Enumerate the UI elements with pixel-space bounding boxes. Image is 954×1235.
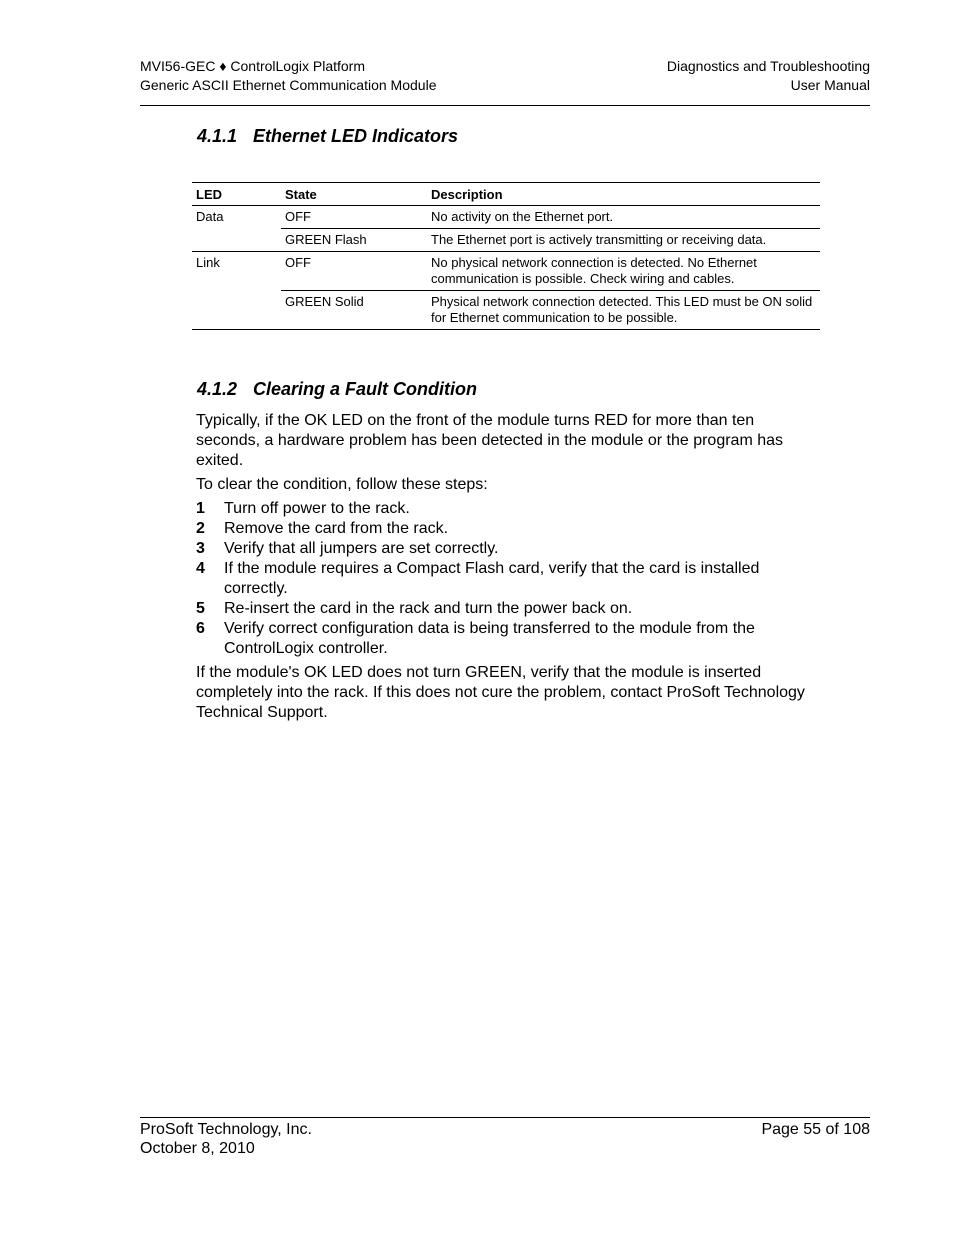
footer-company: ProSoft Technology, Inc. bbox=[140, 1121, 312, 1138]
page-header bbox=[140, 57, 870, 106]
section-heading-ethernet-led bbox=[197, 126, 458, 147]
table-row bbox=[192, 252, 820, 291]
step-number: 4 bbox=[196, 560, 205, 577]
list-item bbox=[196, 519, 816, 539]
list-item bbox=[196, 499, 816, 519]
step-text: Turn off power to the rack. bbox=[224, 500, 410, 517]
list-item bbox=[196, 619, 816, 659]
step-number: 3 bbox=[196, 540, 205, 557]
section-number: 4.1.2 bbox=[197, 379, 238, 399]
header-doc-type: User Manual bbox=[790, 77, 870, 93]
footer-left bbox=[140, 1120, 312, 1158]
header-right bbox=[667, 57, 870, 95]
section-title: Clearing a Fault Condition bbox=[253, 379, 477, 399]
page-number: Page 55 of 108 bbox=[761, 1121, 870, 1138]
header-chapter: Diagnostics and Troubleshooting bbox=[666, 58, 870, 74]
table-row bbox=[192, 229, 820, 252]
led-cell: Link bbox=[196, 255, 220, 270]
section-body bbox=[196, 411, 816, 727]
steps-list bbox=[196, 499, 816, 659]
column-header-description: Description bbox=[427, 183, 820, 206]
led-indicator-table bbox=[192, 182, 820, 330]
description-cell: No activity on the Ethernet port. bbox=[427, 206, 820, 229]
state-cell: GREEN Flash bbox=[281, 229, 427, 252]
step-number: 1 bbox=[196, 500, 205, 517]
page-footer bbox=[140, 1117, 870, 1157]
section-title: Ethernet LED Indicators bbox=[253, 126, 459, 146]
section-number: 4.1.1 bbox=[197, 126, 238, 146]
step-text: Verify correct configuration data is being transferred to the module from the ControlLogix controller. bbox=[224, 620, 755, 657]
description-cell: No physical network connection is detected. No Ethernet communication is possible. Check wiring and cables. bbox=[427, 252, 820, 291]
description-cell: The Ethernet port is actively transmitting or receiving data. bbox=[427, 229, 820, 252]
section-heading-clearing-fault bbox=[197, 379, 477, 400]
list-item bbox=[196, 539, 816, 559]
column-header-led: LED bbox=[192, 183, 281, 206]
column-header-state: State bbox=[281, 183, 427, 206]
description-cell: Physical network connection detected. This LED must be ON solid for Ethernet communication to be possible. bbox=[427, 291, 820, 330]
step-number: 5 bbox=[196, 600, 205, 617]
list-item bbox=[196, 599, 816, 619]
led-cell: Data bbox=[196, 209, 224, 224]
step-number: 6 bbox=[196, 620, 205, 637]
header-left bbox=[140, 57, 436, 95]
intro-paragraph: Typically, if the OK LED on the front of the module turns RED for more than ten seconds, a hardware problem has been detected in the module or the program has exited. bbox=[196, 412, 784, 469]
led-cell bbox=[192, 229, 281, 252]
steps-lead-paragraph: To clear the condition, follow these steps: bbox=[196, 476, 488, 493]
footer-date: October 8, 2010 bbox=[140, 1140, 255, 1157]
table-row bbox=[192, 291, 820, 330]
list-item bbox=[196, 559, 816, 599]
table-row bbox=[192, 206, 820, 229]
state-cell: GREEN Solid bbox=[281, 291, 427, 330]
step-number: 2 bbox=[196, 520, 205, 537]
step-text: Remove the card from the rack. bbox=[224, 520, 449, 537]
header-module: Generic ASCII Ethernet Communication Module bbox=[140, 77, 437, 93]
table-header-row bbox=[192, 183, 820, 206]
step-text: If the module requires a Compact Flash card, verify that the card is installed correctly. bbox=[224, 560, 760, 597]
state-cell: OFF bbox=[281, 252, 427, 291]
closing-paragraph: If the module's OK LED does not turn GREEN, verify that the module is inserted completely into the rack. If this does not cure the problem, contact ProSoft Technology Technical Support. bbox=[196, 664, 805, 721]
step-text: Re-insert the card in the rack and turn the power back on. bbox=[224, 600, 633, 617]
state-cell: OFF bbox=[281, 206, 427, 229]
step-text: Verify that all jumpers are set correctly. bbox=[224, 540, 499, 557]
led-cell bbox=[192, 291, 281, 330]
header-product: MVI56-GEC ♦ ControlLogix Platform bbox=[140, 58, 365, 74]
